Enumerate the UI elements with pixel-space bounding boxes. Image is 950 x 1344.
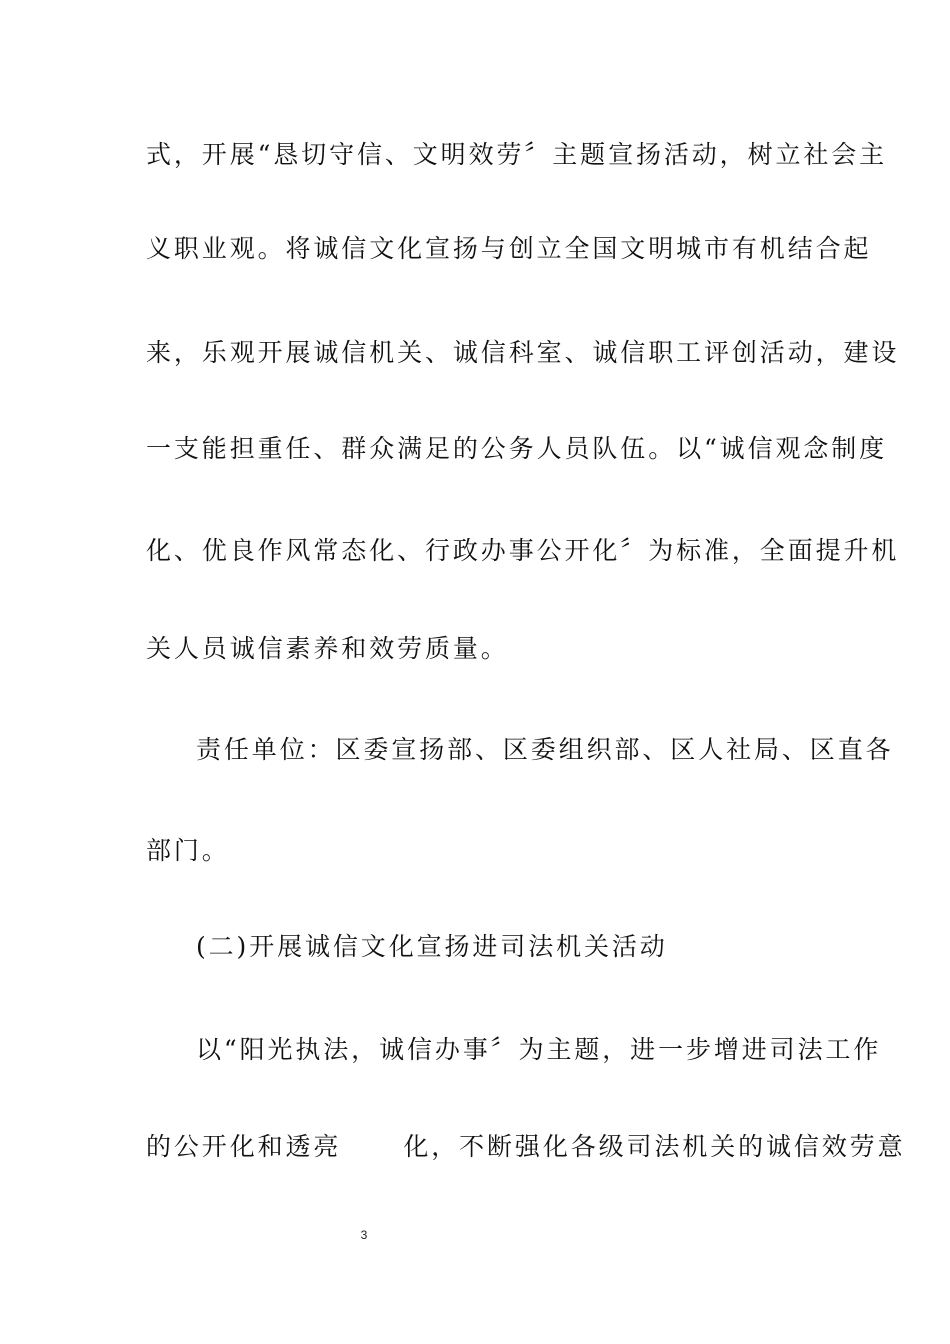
section-heading: (二)开展诚信文化宣扬进司法机关活动 [196, 932, 668, 961]
text-line-4: 一支能担重任、群众满足的公务人员队伍。以“诚信观念制度 [146, 434, 888, 463]
text-line-5: 化、优良作风常态化、行政办事公开化〞为标准，全面提升机 [146, 536, 900, 565]
text-line-3: 来，乐观开展诚信机关、诚信科室、诚信职工评创活动，建设 [146, 338, 900, 367]
page-number: 3 [360, 1228, 368, 1242]
text-line-10: 以“阳光执法，诚信办事〞为主题，进一步增进司法工作 [196, 1035, 882, 1064]
text-line-6: 关人员诚信素养和效劳质量。 [146, 634, 509, 663]
text-line-2: 义职业观。将诚信文化宣扬与创立全国文明城市有机结合起 [146, 234, 872, 263]
text-line-1: 式，开展“恳切守信、文明效劳〞主题宣扬活动，树立社会主 [146, 140, 888, 169]
text-line-11-part-2: 化，不断强化各级司法机关的诚信效劳意 [403, 1132, 906, 1161]
text-line-8: 部门。 [146, 836, 230, 865]
responsible-units-line: 责任单位：区委宣扬部、区委组织部、区人社局、区直各 [196, 735, 894, 764]
text-line-11 [146, 1132, 906, 1162]
text-line-11-part-1: 的公开化和透亮 [146, 1132, 342, 1161]
